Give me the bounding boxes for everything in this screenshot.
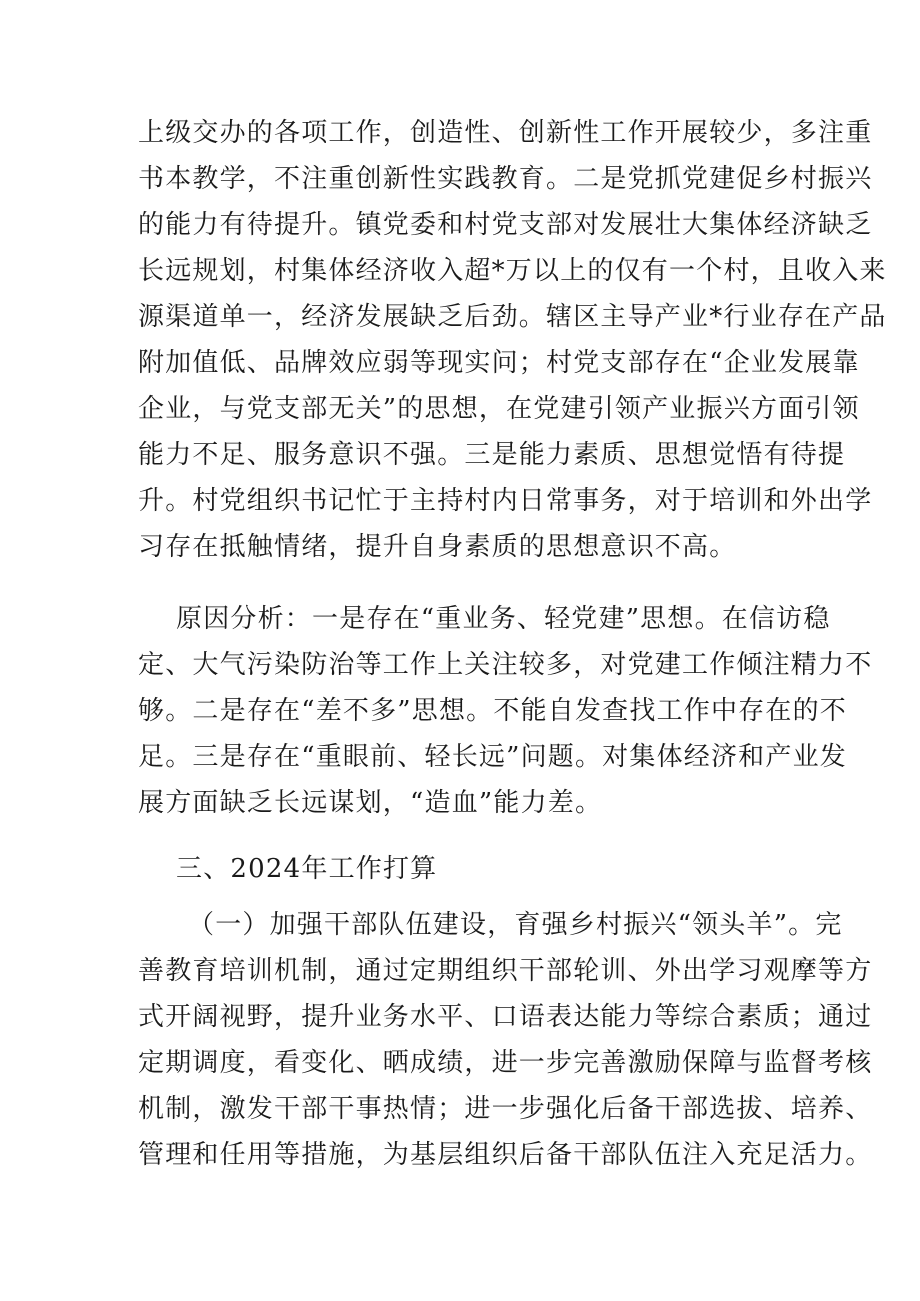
paragraph-1-line-5: 源渠道单一，经济发展缺乏后劲。辖区主导产业*行业存在产品 bbox=[138, 302, 887, 332]
paragraph-1-line-10: 习存在抵触情绪，提升自身素质的思想意识不高。 bbox=[138, 532, 737, 562]
paragraph-3-line-2: 善教育培训机制，通过定期组织干部轮训、外出学习观摩等方 bbox=[138, 956, 873, 986]
paragraph-1-line-4: 长远规划，村集体经济收入超*万以上的仅有一个村，且收入来 bbox=[138, 256, 887, 286]
paragraph-2-line-4: 足。三是存在“重眼前、轻长远”问题。对集体经济和产业发 bbox=[138, 742, 847, 772]
paragraph-3-line-5: 机制，激发干部干事热情；进一步强化后备干部选拔、培养、 bbox=[138, 1094, 873, 1124]
section-heading: 三、2024年工作打算 bbox=[176, 854, 438, 884]
paragraph-1-line-3: 的能力有待提升。镇党委和村党支部对发展壮大集体经济缺乏 bbox=[138, 210, 873, 240]
paragraph-3-line-6: 管理和任用等措施，为基层组织后备干部队伍注入充足活力。 bbox=[138, 1140, 873, 1170]
paragraph-1-line-2: 书本教学，不注重创新性实践教育。二是党抓党建促乡村振兴 bbox=[138, 164, 873, 194]
paragraph-3-line-1: （一）加强干部队伍建设，育强乡村振兴“领头羊”。完 bbox=[188, 910, 843, 940]
paragraph-1-line-7: 企业，与党支部无关”的思想，在党建引领产业振兴方面引领 bbox=[138, 394, 860, 424]
paragraph-1-line-9: 升。村党组织书记忙于主持村内日常事务，对于培训和外出学 bbox=[138, 486, 873, 516]
paragraph-1-line-1: 上级交办的各项工作，创造性、创新性工作开展较少，多注重 bbox=[138, 118, 873, 148]
paragraph-2-line-3: 够。二是存在“差不多”思想。不能自发查找工作中存在的不 bbox=[138, 696, 847, 726]
paragraph-1-line-6: 附加值低、品牌效应弱等现实问；村党支部存在“企业发展靠 bbox=[138, 348, 860, 378]
paragraph-2-line-2: 定、大气污染防治等工作上关注较多，对党建工作倾注精力不 bbox=[138, 650, 873, 680]
paragraph-2-line-1: 原因分析：一是存在“重业务、轻党建”思想。在信访稳 bbox=[176, 604, 831, 634]
paragraph-3-line-3: 式开阔视野，提升业务水平、口语表达能力等综合素质；通过 bbox=[138, 1002, 873, 1032]
paragraph-1-line-8: 能力不足、服务意识不强。三是能力素质、思想觉悟有待提 bbox=[138, 440, 846, 470]
paragraph-2-line-5: 展方面缺乏长远谋划，“造血”能力差。 bbox=[138, 788, 603, 818]
paragraph-3-line-4: 定期调度，看变化、晒成绩，进一步完善激励保障与监督考核 bbox=[138, 1048, 873, 1078]
